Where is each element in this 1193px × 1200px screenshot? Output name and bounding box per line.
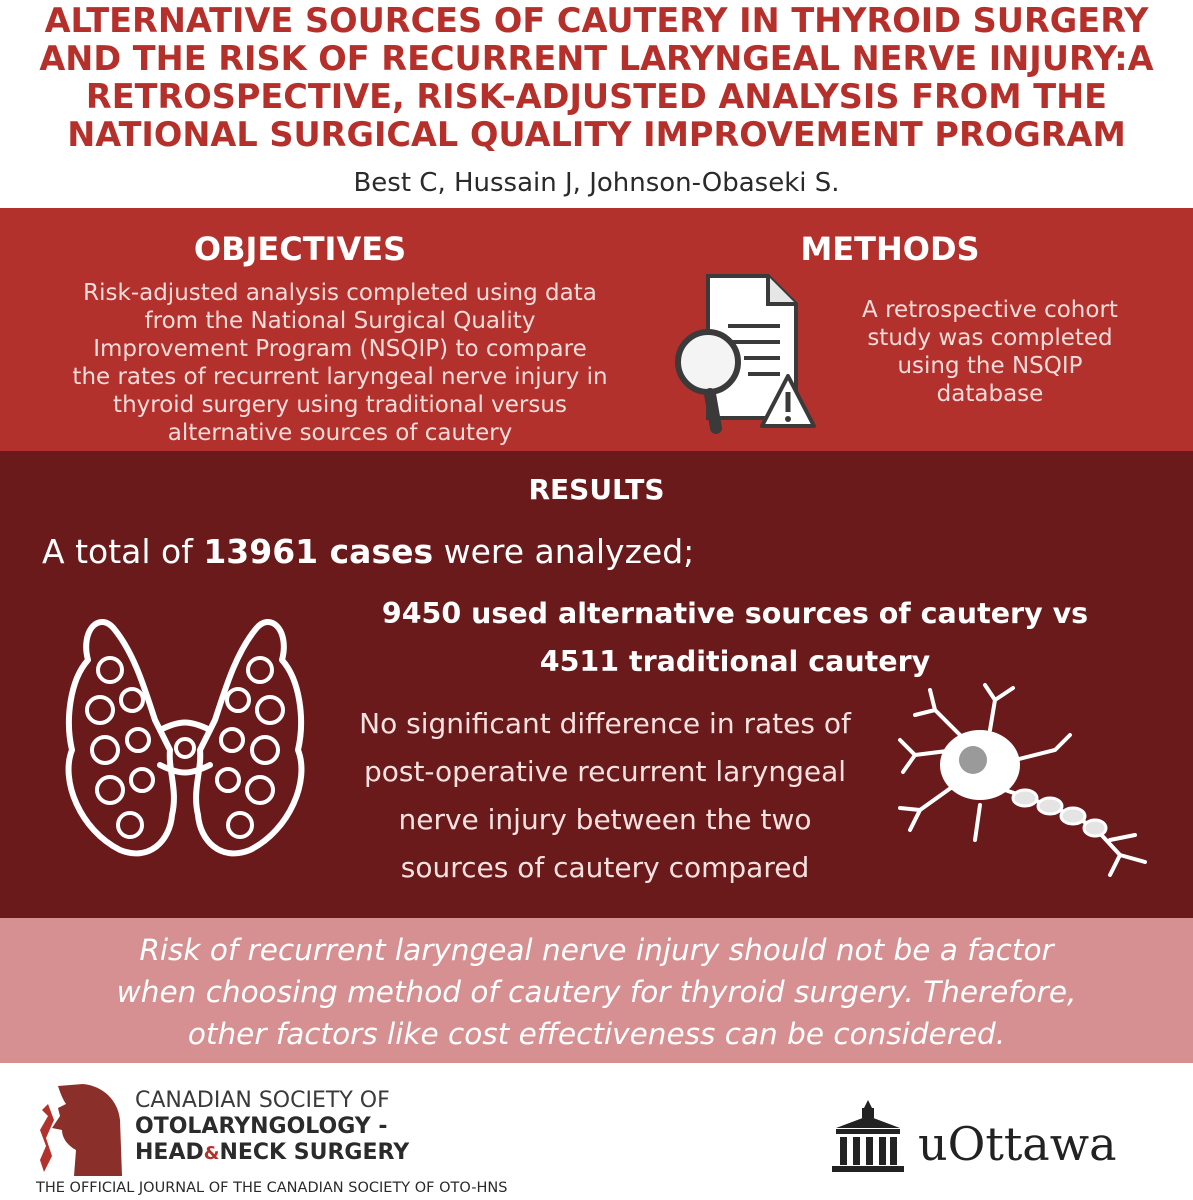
- total-suffix: were analyzed;: [433, 532, 695, 571]
- finding-line: No significant difference in rates of: [359, 707, 851, 740]
- methods-text: [800, 296, 1180, 408]
- poster-title: [0, 2, 1193, 154]
- document-search-icon: [668, 268, 818, 440]
- total-cases-count: 13961 cases: [203, 532, 434, 571]
- methods-line: using the NSQIP: [897, 353, 1083, 379]
- cautery-comparison: [330, 590, 1140, 686]
- objectives-heading: OBJECTIVES: [193, 230, 407, 268]
- society-name: [135, 1088, 595, 1167]
- thyroid-icon: [60, 600, 310, 870]
- conclusion-line: other factors like cost effectiveness can be considered.: [187, 1017, 1006, 1051]
- methods-heading: METHODS: [800, 230, 980, 268]
- university-name: uOttawa: [918, 1117, 1117, 1171]
- society-line: OTOLARYNGOLOGY -: [135, 1114, 388, 1139]
- society-ampersand: &: [203, 1143, 220, 1164]
- results-finding: [300, 700, 910, 892]
- total-cases-line: [42, 530, 1142, 574]
- comparison-line: 9450 used alternative sources of cautery vs: [381, 597, 1089, 630]
- objectives-line: alternative sources of cautery: [167, 420, 513, 446]
- authors: Best C, Hussain J, Johnson-Obaseki S.: [353, 168, 840, 198]
- conclusion-line: when choosing method of cautery for thyroid surgery. Therefore,: [116, 975, 1077, 1009]
- title-line: NATIONAL SURGICAL QUALITY IMPROVEMENT PROGRAM: [67, 115, 1126, 154]
- methods-line: A retrospective cohort: [862, 297, 1118, 323]
- conclusion-line: Risk of recurrent laryngeal nerve injury should not be a factor: [139, 933, 1054, 967]
- conclusion-text: [0, 929, 1193, 1055]
- society-line: [135, 1140, 595, 1167]
- objectives-line: thyroid surgery using traditional versus: [113, 392, 567, 418]
- title-line: AND THE RISK OF RECURRENT LARYNGEAL NERVE INJURY:A: [39, 39, 1154, 78]
- finding-line: nerve injury between the two: [398, 803, 812, 836]
- methods-line: database: [936, 381, 1044, 407]
- society-neck-surgery: NECK SURGERY: [219, 1140, 410, 1165]
- total-prefix: A total of: [42, 532, 204, 571]
- title-line: RETROSPECTIVE, RISK-ADJUSTED ANALYSIS FROM THE: [85, 77, 1108, 116]
- objectives-text: [0, 279, 680, 447]
- university-building-icon: [828, 1098, 908, 1178]
- society-line: CANADIAN SOCIETY OF: [135, 1088, 390, 1113]
- title-line: ALTERNATIVE SOURCES OF CAUTERY IN THYROID SURGERY: [44, 1, 1149, 40]
- methods-line: study was completed: [867, 325, 1113, 351]
- finding-line: post-operative recurrent laryngeal: [363, 755, 847, 788]
- society-logo-icon: [38, 1080, 128, 1176]
- journal-tagline: THE OFFICIAL JOURNAL OF THE CANADIAN SOCIETY OF OTO-HNS: [36, 1180, 508, 1196]
- society-head: HEAD: [135, 1140, 204, 1165]
- objectives-line: the rates of recurrent laryngeal nerve injury in: [72, 364, 608, 390]
- comparison-line: 4511 traditional cautery: [539, 645, 931, 678]
- objectives-line: from the National Surgical Quality: [144, 308, 536, 334]
- objectives-line: Improvement Program (NSQIP) to compare: [93, 336, 587, 362]
- finding-line: sources of cautery compared: [400, 851, 810, 884]
- neuron-icon: [895, 680, 1155, 880]
- objectives-line: Risk-adjusted analysis completed using data: [83, 280, 597, 306]
- results-heading: RESULTS: [528, 473, 665, 506]
